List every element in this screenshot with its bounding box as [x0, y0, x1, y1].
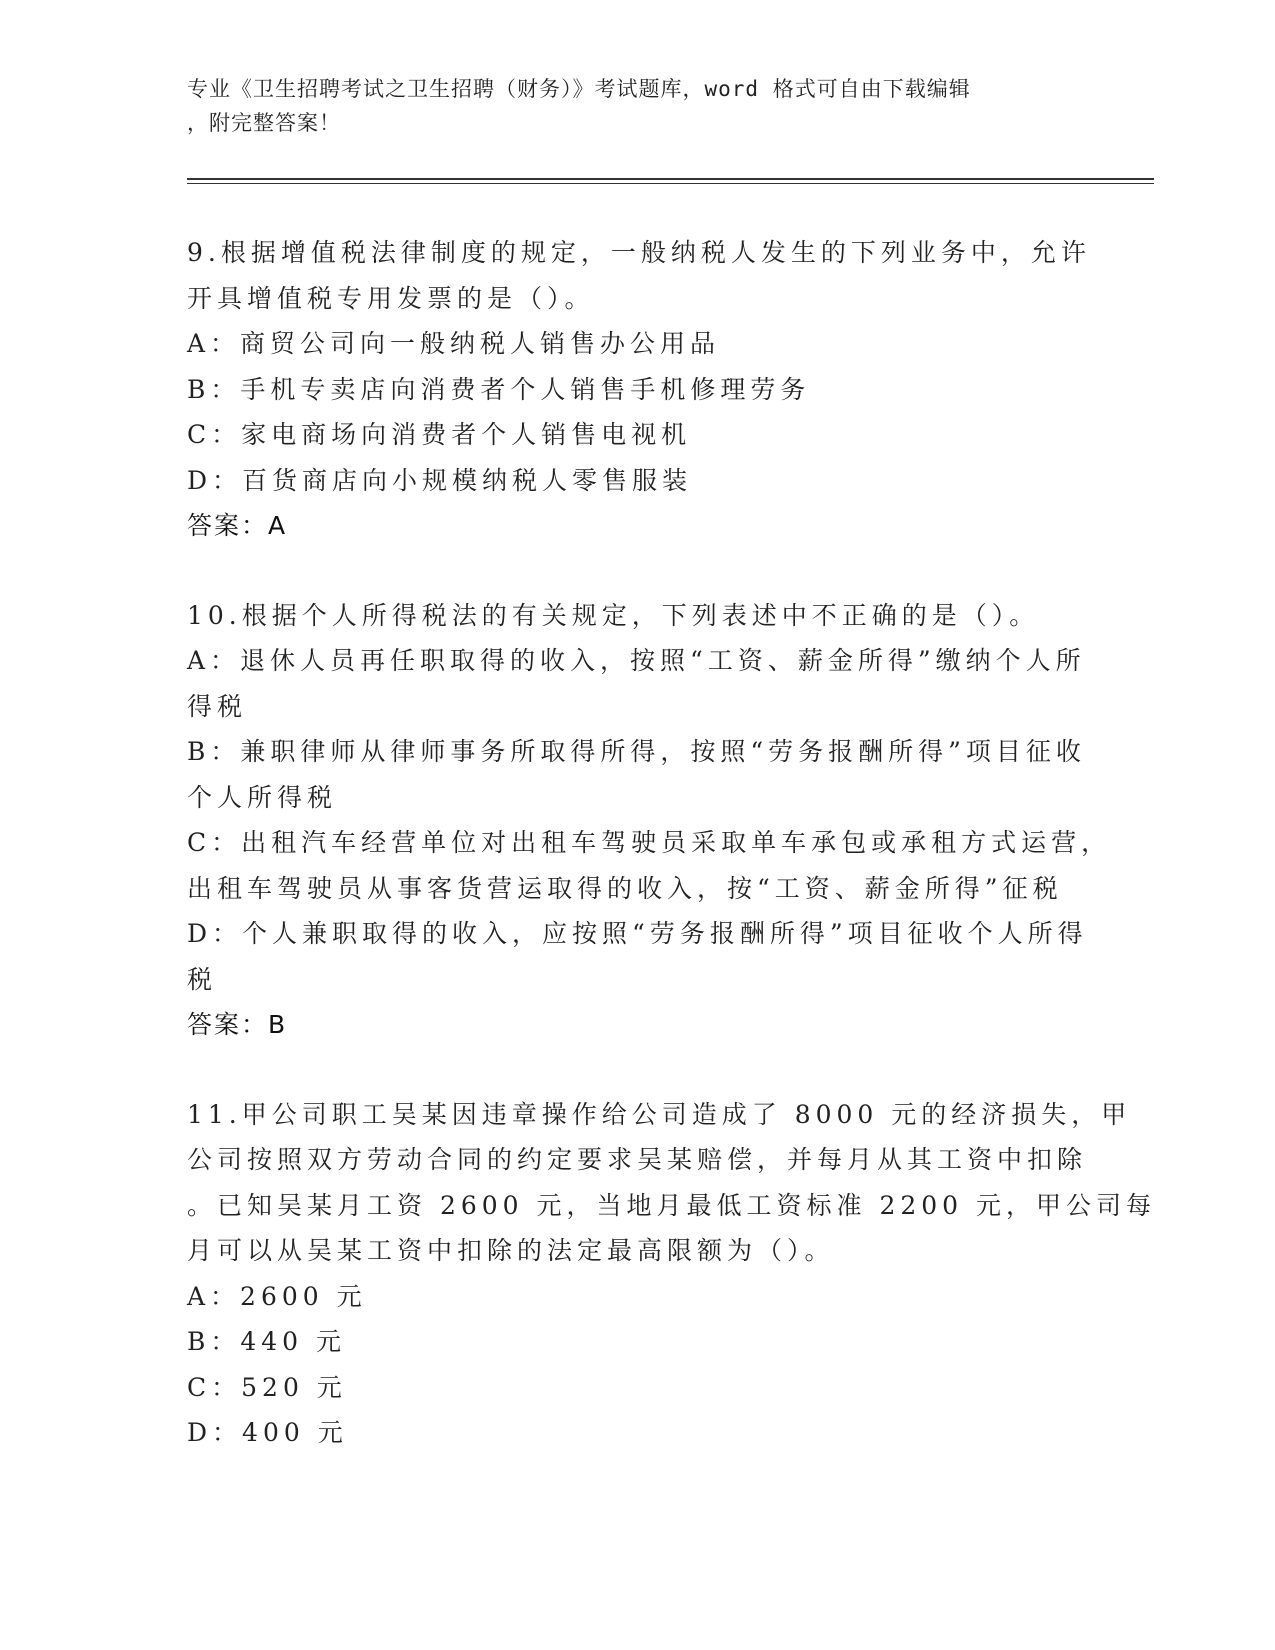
question-9: [187, 230, 1091, 549]
question-stem-line: 。已知吴某月工资 2600 元，当地月最低工资标准 2200 元，甲公司每: [187, 1190, 1157, 1220]
option-c: C：家电商场向消费者个人销售电视机: [187, 420, 692, 449]
question-list: [187, 230, 1157, 1456]
question-stem-line: 月可以从吴某工资中扣除的法定最高限额为（）。: [187, 1236, 835, 1265]
option-d: D：个人兼职取得的收入，应按照“劳务报酬所得”项目征收个人所得: [187, 919, 1088, 948]
option-c: C：520 元: [187, 1372, 347, 1402]
option-b: B：兼职律师从律师事务所取得所得，按照“劳务报酬所得”项目征收: [187, 737, 1086, 766]
answer-label: 答案：A: [187, 511, 288, 540]
option-c: C：出租汽车经营单位对出租车驾驶员采取单车承包或承租方式运营，: [187, 828, 1112, 857]
question-stem-line: 10.根据个人所得税法的有关规定，下列表述中不正确的是（）。: [187, 600, 1040, 630]
question-stem-line: 开具增值税专用发票的是（）。: [187, 283, 595, 313]
question-10: [187, 593, 1112, 1048]
header-line-1: 专业《卫生招聘考试之卫生招聘（财务）》考试题库，word 格式可自由下载编辑: [187, 77, 971, 101]
option-c-cont: 出租车驾驶员从事客货营运取得的收入，按“工资、薪金所得”征税: [187, 873, 1063, 903]
option-a: A：商贸公司向一般纳税人销售办公用品: [187, 329, 721, 358]
question-stem-line: 公司按照双方劳动合同的约定要求吴某赔偿，并每月从其工资中扣除: [187, 1145, 1088, 1174]
question-11: [187, 1092, 1157, 1456]
option-a-cont: 得税: [187, 691, 248, 721]
question-stem-line: 9.根据增值税法律制度的规定，一般纳税人发生的下列业务中，允许: [187, 238, 1091, 267]
option-b: B：手机专卖店向消费者个人销售手机修理劳务: [187, 374, 811, 404]
option-b-cont: 个人所得税: [187, 782, 338, 812]
answer-label: 答案：B: [187, 1010, 288, 1039]
header-divider: [187, 178, 1154, 180]
header-divider-thin: [187, 183, 1154, 184]
option-a: A：2600 元: [187, 1281, 367, 1311]
header-line-2: ，附完整答案！: [187, 111, 341, 135]
option-a: A：退休人员再任职取得的收入，按照“工资、薪金所得”缴纳个人所: [187, 646, 1086, 675]
option-d: D：400 元: [187, 1418, 348, 1447]
question-stem-line: 11.甲公司职工吴某因违章操作给公司造成了 8000 元的经济损失，甲: [187, 1099, 1132, 1129]
option-d-cont: 税: [187, 964, 218, 994]
document-header: [187, 72, 1067, 140]
option-d: D：百货商店向小规模纳税人零售服装: [187, 465, 693, 495]
option-b: B：440 元: [187, 1327, 347, 1356]
